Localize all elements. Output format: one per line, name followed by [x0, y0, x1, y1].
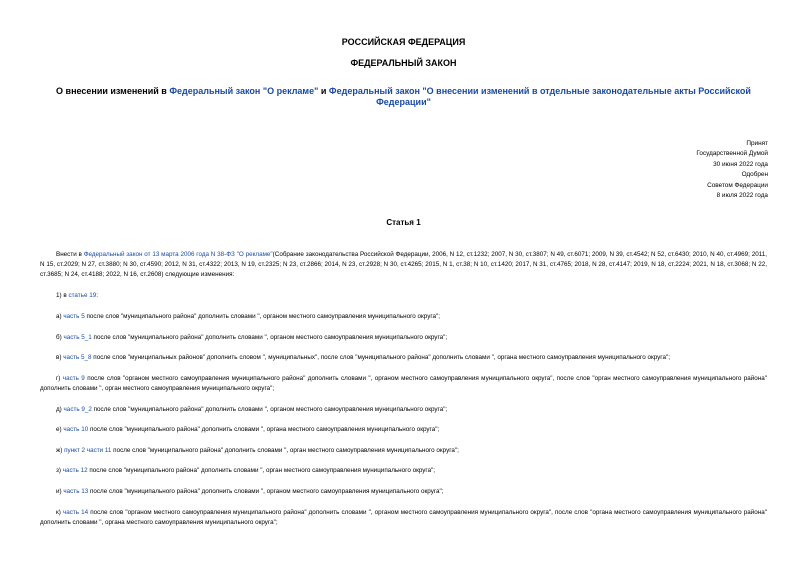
country-heading: РОССИЙСКАЯ ФЕДЕРАЦИЯ: [341, 37, 466, 47]
intro-text: (Собрание законодательства Российской Федерации, 2006, N 12, ст.1232; 2007, N 30, ст.3807; N 49, ст.6071; 2009, N 39, ст.4542; N 52, ст.6430; 2010, N 40, ст.4969; 2011, N 15, ст.2029; N 27, ст.3880; N 30, ст.4590; 2012, N 31, ст.4322; 2013, N 19, ст.2325; N 23, ст.2866; 2014, N 23, ст.2928; N 30, ст.4265; 2015, N 1, ст.38; N 10, ст.1420; 2017, N 31, ст.4765; 2018, N 28, ст.4147; 2019, N 18, ст.2224; 2021, N 18, ст.3068; N 22, ст.3685; N 24, ст.4188; 2022, N 16, ст.2608) следующие изменения:: [40, 251, 767, 278]
subitem-text: после слов "муниципального района" дополнить словами ", органа местного самоуправления муниципального округа";: [88, 426, 440, 433]
subitem-g: [40, 374, 767, 394]
subitem-link[interactable]: часть 9: [62, 375, 85, 382]
subitem-text: после слов "муниципального района" дополнить словами ", орган местного самоуправления муниципального округа";: [111, 447, 459, 454]
title-link-advertising-law[interactable]: Федеральный закон "О рекламе": [169, 86, 319, 96]
subitem-text: после слов "муниципальных районов" дополнить словом ", муниципальных", после слов "муниципального района" дополнить словами ", органа местного самоуправления муниципального округа";: [91, 354, 670, 361]
subitem-link[interactable]: часть 9_2: [63, 406, 92, 413]
subitem-letter: е): [56, 426, 64, 433]
intro-paragraph: [40, 250, 767, 279]
subitem-letter: д): [56, 406, 64, 413]
adoption-block: [696, 139, 768, 201]
subitem-i: [40, 487, 767, 497]
subitem-text: после слов "муниципального района" дополнить словами ", органом местного самоуправления муниципального округа";: [88, 488, 444, 495]
item-1-suffix: :: [96, 292, 98, 299]
intro-prefix: Внести в: [56, 251, 84, 258]
law-title: [40, 86, 767, 108]
subitem-e: [40, 425, 767, 435]
subitem-k: [40, 508, 767, 528]
item-1: [40, 291, 767, 301]
subitem-link[interactable]: часть 5_8: [63, 354, 92, 361]
subitem-letter: в): [56, 354, 64, 361]
adoption-line: Одобрен: [741, 171, 768, 179]
subitem-letter: г): [56, 375, 63, 382]
item-1-link[interactable]: статье 19: [68, 292, 97, 299]
subitem-text: после слов "муниципального района" дополнить словами ", органом местного самоуправления муниципального округа";: [91, 334, 448, 341]
intro-law-link[interactable]: Федеральный закон от 13 марта 2006 года N 38-ФЗ "О рекламе": [83, 251, 273, 258]
subitem-link[interactable]: часть 14: [62, 509, 89, 516]
subitem-link[interactable]: пункт 2 части 11: [64, 447, 112, 454]
subitem-zh: [40, 446, 767, 456]
subitem-letter: а): [56, 313, 64, 320]
subitem-link[interactable]: часть 13: [63, 488, 89, 495]
subitem-link[interactable]: часть 10: [63, 426, 89, 433]
subitem-letter: б): [56, 334, 64, 341]
adoption-line: Советом Федерации: [707, 181, 768, 189]
subitem-text: после слов "муниципального района" дополнить словами ", органом местного самоуправления муниципального округа";: [91, 406, 448, 413]
subitem-letter: к): [56, 509, 63, 516]
subitem-letter: и): [56, 488, 64, 495]
adoption-line: Государственной Думой: [696, 150, 768, 158]
title-link-amendments-law[interactable]: Федеральный закон "О внесении изменений в отдельные законодательные акты Российской Федерации": [328, 86, 751, 107]
adoption-line: 30 июня 2022 года: [713, 160, 768, 168]
subitem-link[interactable]: часть 5: [63, 313, 85, 320]
subitem-text: после слов "муниципального района" дополнить словами ", орган местного самоуправления муниципального округа";: [87, 467, 436, 474]
title-prefix: О внесении изменений в: [56, 86, 170, 96]
subitem-b: [40, 333, 767, 343]
subitem-z: [40, 466, 767, 476]
article-heading: Статья 1: [386, 218, 421, 227]
subitem-d: [40, 405, 767, 415]
subitem-letter: ж): [56, 447, 65, 454]
subitem-text: после слов "муниципального района" дополнить словами ", органом местного самоуправления муниципального округа";: [84, 313, 441, 320]
title-middle: и: [318, 86, 329, 96]
subitem-link[interactable]: часть 12: [62, 467, 88, 474]
item-1-prefix: 1) в: [56, 292, 69, 299]
subitem-text: после слов "органом местного самоуправления муниципального района" дополнить словами ", органом местного самоуправления муниципального округа", после слов "орган местного самоуправления муниципального района" дополнить словами ", орган местного самоуправления муниципального округа";: [40, 375, 767, 392]
subitem-v: [40, 353, 767, 363]
subitem-letter: з): [56, 467, 63, 474]
subitem-a: [40, 312, 767, 322]
subitem-link[interactable]: часть 5_1: [63, 334, 92, 341]
adoption-line: Принят: [746, 140, 768, 147]
subitem-text: после слов "органом местного самоуправления муниципального района" дополнить словами ", органом местного самоуправления муниципального округа", после слов "органа местного самоуправления муниципального района" дополнить словами ", органа местного самоуправления муниципального округа";: [40, 509, 767, 526]
adoption-line: 8 июля 2022 года: [716, 192, 768, 200]
law-type-heading: ФЕДЕРАЛЬНЫЙ ЗАКОН: [350, 58, 457, 68]
